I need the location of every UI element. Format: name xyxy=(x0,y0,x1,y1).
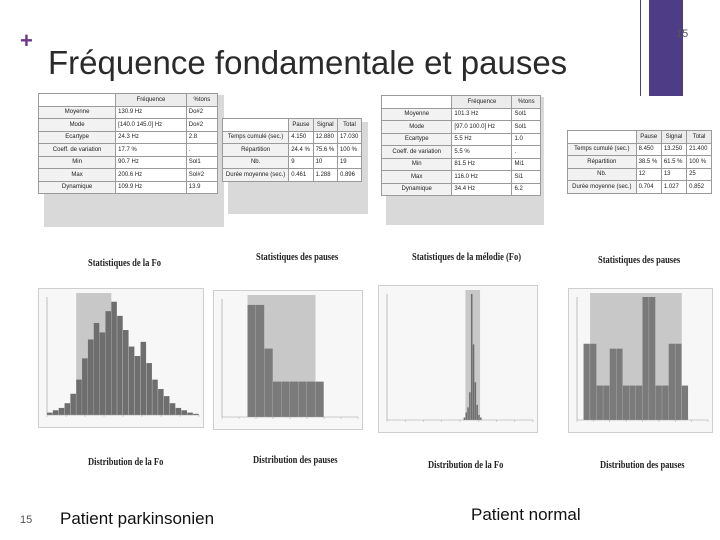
table-cell: 109.9 Hz xyxy=(116,181,187,194)
histogram-bar xyxy=(584,344,590,420)
table-row xyxy=(568,143,712,156)
table-header-row xyxy=(382,96,541,109)
table-row-label: Ecartype xyxy=(382,133,452,146)
table-row-label: Min xyxy=(39,156,116,169)
table-row-label: Temps cumulé (sec.) xyxy=(568,143,637,156)
table-header-cell: Pause xyxy=(289,119,313,132)
table-cell: 1.288 xyxy=(313,169,337,182)
table-row-label: Moyenne xyxy=(382,108,452,121)
table-row xyxy=(39,144,218,157)
table-cell: 5.5 Hz xyxy=(452,133,512,146)
fo-normal-table xyxy=(381,95,541,196)
histogram-bar xyxy=(265,349,273,417)
table-cell: Sol1 xyxy=(512,108,541,121)
table-header-cell: Total xyxy=(687,131,712,144)
histogram-bar xyxy=(158,389,164,415)
table-row xyxy=(382,158,541,171)
table-cell: Mi1 xyxy=(512,158,541,171)
table-header-row xyxy=(568,131,712,144)
histogram-bar xyxy=(146,363,152,415)
panel-2-caption: Distribution des pauses xyxy=(253,455,338,466)
table-row xyxy=(39,119,218,132)
table-header-cell: Signal xyxy=(661,131,686,144)
table-cell: Sol#2 xyxy=(186,169,217,182)
histogram-bar xyxy=(682,386,688,420)
table-row xyxy=(39,169,218,182)
histogram-bar xyxy=(76,380,82,415)
histogram-bar xyxy=(65,403,71,415)
table-cell: Do#2 xyxy=(186,106,217,119)
table-row xyxy=(223,131,362,144)
panel-1-caption: Distribution de la Fo xyxy=(88,457,164,468)
table-row xyxy=(223,156,362,169)
histogram-bar xyxy=(475,382,477,420)
table-cell: 17.7 % xyxy=(116,144,187,157)
table-row-label: Durée moyenne (sec.) xyxy=(223,169,289,182)
table-cell: 21.400 xyxy=(687,143,712,156)
table-cell: 6.2 xyxy=(512,183,541,196)
caption-parkinson: Patient parkinsonien xyxy=(60,509,215,528)
table-row xyxy=(223,169,362,182)
histogram-bar xyxy=(603,386,609,420)
table-row-label: Max xyxy=(382,171,452,184)
table-row xyxy=(382,171,541,184)
pauses-parkinson-table xyxy=(222,118,362,182)
table-header-row xyxy=(223,119,362,132)
histogram-bar xyxy=(464,417,466,420)
table-header-cell: %tons xyxy=(512,96,541,109)
histogram-bar xyxy=(100,332,106,415)
table-row xyxy=(568,168,712,181)
table-cell: 34.4 Hz xyxy=(452,183,512,196)
panel-3-caption: Distribution de la Fo xyxy=(428,460,504,471)
fo-parkinson-table xyxy=(38,93,218,194)
table-row xyxy=(568,181,712,194)
table-cell: 24.3 Hz xyxy=(116,131,187,144)
histogram-bar xyxy=(176,408,182,415)
table-cell: 10 xyxy=(313,156,337,169)
table-row-label: Min xyxy=(382,158,452,171)
table-row-label: Coeff. de variation xyxy=(382,146,452,159)
histogram-bar xyxy=(117,316,123,415)
fo-distribution-chart-parkinson xyxy=(38,288,204,428)
histogram-bar xyxy=(616,349,622,420)
panel-1-title: Statistiques de la Fo xyxy=(88,258,161,269)
table-cell: 17.030 xyxy=(337,131,361,144)
table-cell: 19 xyxy=(337,156,361,169)
table-cell: 101.3 Hz xyxy=(452,108,512,121)
fo-distribution-chart-normal xyxy=(378,285,538,433)
histogram-svg xyxy=(569,289,712,432)
panel-4-title: Statistiques des pauses xyxy=(598,255,681,266)
table-row xyxy=(382,146,541,159)
table-cell: . xyxy=(186,144,217,157)
table-cell: 100 % xyxy=(687,156,712,169)
table-cell: 116.0 Hz xyxy=(452,171,512,184)
histogram-bar xyxy=(88,339,94,415)
histogram-bar xyxy=(47,413,53,415)
histogram-bar xyxy=(282,382,290,417)
table-row-label: Coeff. de variation xyxy=(39,144,116,157)
histogram-bar xyxy=(590,344,596,420)
histogram-bar xyxy=(53,410,59,415)
table-header-cell xyxy=(568,131,637,144)
histogram-bar xyxy=(656,386,662,420)
table-cell: 90.7 Hz xyxy=(116,156,187,169)
table-row xyxy=(568,156,712,169)
histogram-bar xyxy=(478,415,480,420)
table-row-label: Répartition xyxy=(568,156,637,169)
histogram-bar xyxy=(164,396,170,415)
table-cell: 13 xyxy=(661,168,686,181)
page-number-top: 15 xyxy=(676,28,689,40)
panel-3-title: Statistiques de la mélodie (Fo) xyxy=(412,252,522,263)
table-header-cell: Signal xyxy=(313,119,337,132)
table-row-label: Temps cumulé (sec.) xyxy=(223,131,289,144)
table-header-cell: Total xyxy=(337,119,361,132)
table-row-label: Mode xyxy=(39,119,116,132)
table-cell: 200.6 Hz xyxy=(116,169,187,182)
histogram-bar xyxy=(480,417,482,420)
histogram-bar xyxy=(248,305,256,417)
table-cell: 13.250 xyxy=(661,143,686,156)
table-row-label: Ecartype xyxy=(39,131,116,144)
histogram-bar xyxy=(141,342,147,415)
histogram-bar xyxy=(181,410,187,415)
table-header-row xyxy=(39,94,218,107)
histogram-bar xyxy=(467,407,469,420)
histogram-bar xyxy=(597,386,603,420)
panel-2-title: Statistiques des pauses xyxy=(256,252,339,263)
pauses-normal-table xyxy=(567,130,712,194)
pauses-distribution-chart-parkinson xyxy=(213,290,363,430)
table-cell: [140.0 145.0] Hz xyxy=(116,119,187,132)
histogram-bar xyxy=(152,380,158,415)
histogram-bar xyxy=(70,394,76,415)
table-row-label: Nb. xyxy=(568,168,637,181)
table-header-cell xyxy=(382,96,452,109)
histogram-bar xyxy=(273,382,281,417)
table-header-cell xyxy=(223,119,289,132)
table-cell: Si1 xyxy=(512,171,541,184)
table-cell: 5.5 % xyxy=(452,146,512,159)
table-header-cell: Fréquence xyxy=(452,96,512,109)
table-row xyxy=(382,183,541,196)
table-cell: 81.5 Hz xyxy=(452,158,512,171)
histogram-bar xyxy=(82,358,88,415)
table-cell: 12 xyxy=(636,168,661,181)
histogram-bar xyxy=(111,302,117,415)
histogram-bar xyxy=(669,344,675,420)
table-row-label: Max xyxy=(39,169,116,182)
histogram-bar xyxy=(94,323,100,415)
table-cell: . xyxy=(512,146,541,159)
table-cell: 1.0 xyxy=(512,133,541,146)
table-cell: 1.027 xyxy=(661,181,686,194)
histogram-bar xyxy=(59,408,65,415)
table-row xyxy=(39,156,218,169)
histogram-bar xyxy=(471,294,473,420)
histogram-bar xyxy=(170,403,176,415)
table-row-label: Répartition xyxy=(223,144,289,157)
histogram-bar xyxy=(675,344,681,420)
histogram-svg xyxy=(39,289,203,427)
histogram-bar xyxy=(662,386,668,420)
table-cell: Do#2 xyxy=(186,119,217,132)
histogram-bar xyxy=(316,382,324,417)
table-cell: 25 xyxy=(687,168,712,181)
table-cell: 61.5 % xyxy=(661,156,686,169)
table-cell: 38.5 % xyxy=(636,156,661,169)
table-cell: 75.6 % xyxy=(313,144,337,157)
histogram-bar xyxy=(105,311,111,415)
accent-line xyxy=(640,0,641,96)
histogram-bar xyxy=(629,386,635,420)
histogram-bar xyxy=(643,297,649,420)
table-cell: 100 % xyxy=(337,144,361,157)
histogram-bar xyxy=(610,349,616,420)
plus-icon: + xyxy=(20,28,33,53)
histogram-bar xyxy=(129,347,135,415)
table-cell: 12.880 xyxy=(313,131,337,144)
histogram-bar xyxy=(476,405,478,420)
table-cell: 0.704 xyxy=(636,181,661,194)
histogram-svg xyxy=(379,286,537,432)
page-number-bottom: 15 xyxy=(20,514,33,526)
table-header-cell: Fréquence xyxy=(116,94,187,107)
table-cell: 4.150 xyxy=(289,131,313,144)
histogram-bar xyxy=(623,386,629,420)
table-cell: 24.4 % xyxy=(289,144,313,157)
histogram-bar xyxy=(636,386,642,420)
histogram-bar xyxy=(123,330,129,415)
table-cell: [97.0 100.0] Hz xyxy=(452,121,512,134)
table-row xyxy=(382,133,541,146)
histogram-bar xyxy=(469,392,471,420)
histogram-bar xyxy=(187,413,193,415)
histogram-bar xyxy=(256,305,264,417)
table-row-label: Moyenne xyxy=(39,106,116,119)
table-row xyxy=(39,131,218,144)
histogram-bar xyxy=(307,382,315,417)
table-cell: 2.8 xyxy=(186,131,217,144)
table-cell: 0.461 xyxy=(289,169,313,182)
histogram-bar xyxy=(649,297,655,420)
pauses-distribution-chart-normal xyxy=(568,288,713,433)
table-row xyxy=(382,108,541,121)
histogram-svg xyxy=(214,291,362,429)
table-cell: 0.896 xyxy=(337,169,361,182)
table-header-cell: %tons xyxy=(186,94,217,107)
accent-bar xyxy=(649,0,683,96)
table-header-cell: Pause xyxy=(636,131,661,144)
slide-title: Fréquence fondamentale et pauses xyxy=(48,44,568,81)
table-cell: 0.852 xyxy=(687,181,712,194)
caption-normal: Patient normal xyxy=(471,505,581,524)
histogram-bar xyxy=(290,382,298,417)
table-cell: 13.9 xyxy=(186,181,217,194)
table-row xyxy=(39,106,218,119)
table-cell: Sol1 xyxy=(512,121,541,134)
table-row-label: Dynamique xyxy=(39,181,116,194)
histogram-bar xyxy=(299,382,307,417)
table-cell: 130.9 Hz xyxy=(116,106,187,119)
table-cell: Sol1 xyxy=(186,156,217,169)
table-row xyxy=(39,181,218,194)
panel-4-caption: Distribution des pauses xyxy=(600,460,685,471)
table-row-label: Mode xyxy=(382,121,452,134)
histogram-bar xyxy=(465,412,467,420)
table-header-cell xyxy=(39,94,116,107)
table-row-label: Dynamique xyxy=(382,183,452,196)
table-cell: 8.450 xyxy=(636,143,661,156)
table-row xyxy=(223,144,362,157)
table-row-label: Nb. xyxy=(223,156,289,169)
table-cell: 9 xyxy=(289,156,313,169)
table-row xyxy=(382,121,541,134)
table-row-label: Durée moyenne (sec.) xyxy=(568,181,637,194)
histogram-bar xyxy=(135,356,141,415)
histogram-bar xyxy=(473,344,475,420)
